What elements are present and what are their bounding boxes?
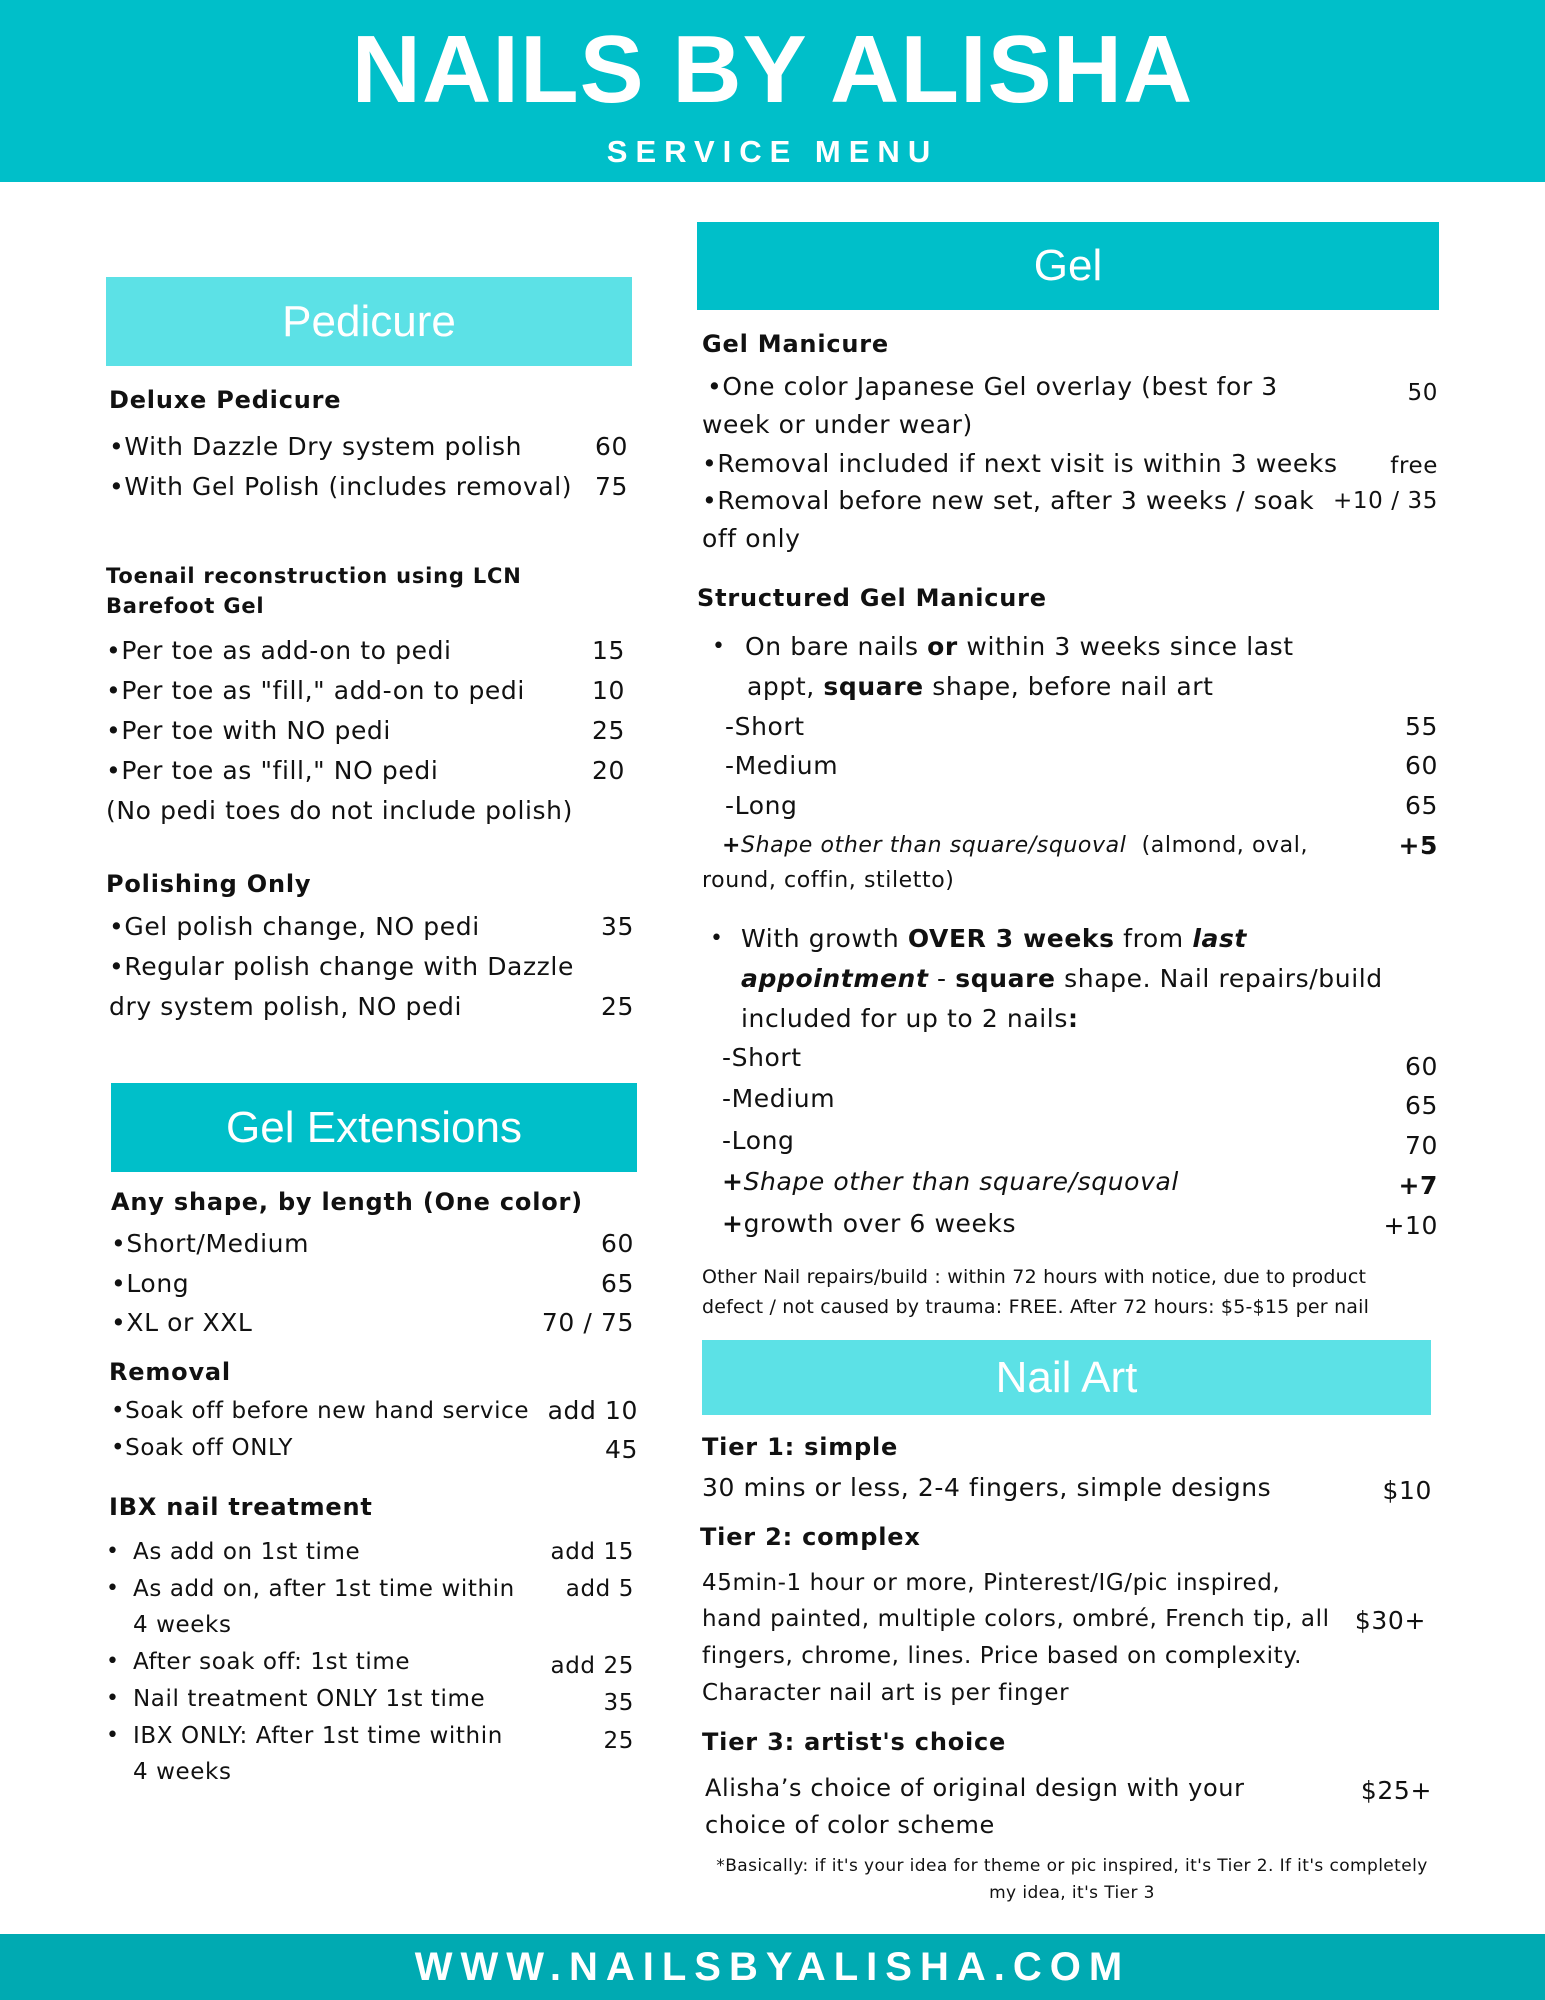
length-option: -Short <box>722 1043 802 1072</box>
length-option: -Long <box>725 791 798 820</box>
price: free <box>1390 453 1438 479</box>
repairs-note-line2: defect / not caused by trauma: FREE. After 72 hours: $5-$15 per nail <box>702 1296 1370 1318</box>
page-header <box>0 0 1545 182</box>
price: $25+ <box>1360 1776 1432 1805</box>
tier2-heading: Tier 2: complex <box>700 1523 921 1551</box>
bullet-icon: • <box>710 926 723 951</box>
length-option: -Medium <box>725 751 839 780</box>
shape-addon: +Shape other than square/squoval <box>722 1167 1179 1196</box>
list-item: As add on, after 1st time within <box>133 1576 515 1602</box>
price: 60 <box>600 1229 634 1258</box>
tier2-desc: Character nail art is per finger <box>702 1680 1070 1706</box>
tier3-desc: Alisha’s choice of original design with your <box>705 1774 1245 1802</box>
price: $10 <box>1382 1476 1432 1505</box>
list-item: •With Gel Polish (includes removal) <box>109 472 573 501</box>
page-title: NAILS BY ALISHA <box>351 16 1194 123</box>
price: 15 <box>591 636 625 665</box>
bullet-icon: • <box>712 634 725 659</box>
page-subtitle: SERVICE MENU <box>606 134 939 169</box>
repairs-note: Other Nail repairs/build : within 72 hours with notice, due to product <box>702 1266 1367 1288</box>
list-item: •Soak off before new hand service <box>111 1398 530 1424</box>
price: 25 <box>591 716 625 745</box>
price: 45 <box>604 1435 638 1464</box>
price: add 10 <box>547 1396 638 1425</box>
price: add 25 <box>550 1653 634 1679</box>
structured-bullet2-line1: With growth OVER 3 weeks from last <box>741 924 1247 953</box>
list-item-continued: 4 weeks <box>133 1612 232 1638</box>
bullet-icon: • <box>106 1539 119 1564</box>
gel-banner: Gel <box>697 222 1439 310</box>
bullet-icon: • <box>106 1649 119 1674</box>
polishing-heading: Polishing Only <box>106 870 312 898</box>
list-item-continued: 4 weeks <box>133 1759 232 1785</box>
tier1-heading: Tier 1: simple <box>702 1433 899 1461</box>
list-item: •XL or XXL <box>111 1308 253 1337</box>
nail-art-footnote: *Basically: if it's your idea for theme or pic inspired, it's Tier 2. If it's completely <box>716 1856 1428 1876</box>
price: 75 <box>594 472 628 501</box>
list-item: •Per toe with NO pedi <box>106 716 391 745</box>
nail-art-banner: Nail Art <box>702 1340 1431 1415</box>
list-item-continued: off only <box>702 524 801 553</box>
extensions-heading: Any shape, by length (One color) <box>111 1188 583 1216</box>
list-item: •Removal before new set, after 3 weeks / soak <box>702 486 1315 515</box>
structured-bullet2-line3: included for up to 2 nails: <box>741 1004 1079 1033</box>
list-item-continued: week or under wear) <box>702 410 973 439</box>
price: +10 <box>1383 1211 1438 1240</box>
price: +10 / 35 <box>1333 488 1438 514</box>
list-item: IBX ONLY: After 1st time within <box>133 1723 503 1749</box>
ibx-heading: IBX nail treatment <box>109 1493 373 1521</box>
list-item: •Short/Medium <box>111 1229 310 1258</box>
tier3-desc: choice of color scheme <box>705 1811 995 1839</box>
removal-heading: Removal <box>109 1358 231 1386</box>
bullet-icon: • <box>106 1686 119 1711</box>
list-item: •Per toe as add-on to pedi <box>106 636 452 665</box>
growth-addon: +growth over 6 weeks <box>722 1209 1017 1238</box>
price: 25 <box>600 992 634 1021</box>
list-item-continued: dry system polish, NO pedi <box>109 992 463 1021</box>
price: $30+ <box>1354 1606 1426 1635</box>
price: 60 <box>1404 751 1438 780</box>
price: +7 <box>1398 1171 1438 1200</box>
list-item: After soak off: 1st time <box>133 1649 411 1675</box>
length-option: -Medium <box>722 1084 836 1113</box>
gel-manicure-heading: Gel Manicure <box>702 330 889 358</box>
bullet-icon: • <box>106 1723 119 1748</box>
length-option: -Short <box>725 712 805 741</box>
price: 20 <box>591 756 625 785</box>
tier2-desc: hand painted, multiple colors, ombré, French tip, all <box>702 1606 1330 1632</box>
list-item: •Per toe as "fill," NO pedi <box>106 756 439 785</box>
price: 65 <box>1404 1091 1438 1120</box>
deluxe-pedicure-heading: Deluxe Pedicure <box>109 386 342 414</box>
price: 35 <box>603 1690 634 1716</box>
tier3-heading: Tier 3: artist's choice <box>702 1728 1007 1756</box>
price: 55 <box>1404 712 1438 741</box>
shape-addon-continued: round, coffin, stiletto) <box>702 868 955 893</box>
price: 25 <box>603 1728 634 1754</box>
list-item: •Gel polish change, NO pedi <box>109 912 480 941</box>
shape-addon: +Shape other than square/squoval (almond, oval, <box>722 833 1309 858</box>
structured-heading: Structured Gel Manicure <box>697 584 1047 612</box>
bullet-icon: • <box>106 1576 119 1601</box>
price: 10 <box>591 676 625 705</box>
price: 50 <box>1407 380 1438 406</box>
structured-bullet2-line2: appointment - square shape. Nail repairs/build <box>741 964 1383 993</box>
list-item: As add on 1st time <box>133 1539 361 1565</box>
list-item: •Soak off ONLY <box>111 1435 294 1461</box>
list-item: •Long <box>111 1269 190 1298</box>
nail-art-footnote-line2: my idea, it's Tier 3 <box>989 1883 1155 1903</box>
toenail-heading: Toenail reconstruction using LCN <box>106 564 522 588</box>
pedicure-banner: Pedicure <box>106 277 632 366</box>
tier2-desc: fingers, chrome, lines. Price based on complexity. <box>702 1643 1303 1669</box>
tier1-desc: 30 mins or less, 2-4 fingers, simple designs <box>702 1473 1272 1502</box>
website-link[interactable]: WWW.NAILSBYALISHA.COM <box>0 1934 1545 2000</box>
price: 35 <box>600 912 634 941</box>
list-item: Nail treatment ONLY 1st time <box>133 1686 486 1712</box>
price: 60 <box>1404 1052 1438 1081</box>
price: add 5 <box>565 1576 634 1602</box>
price: +5 <box>1398 831 1438 860</box>
tier2-desc: 45min-1 hour or more, Pinterest/IG/pic inspired, <box>702 1570 1281 1596</box>
gel-extensions-banner: Gel Extensions <box>111 1083 637 1172</box>
length-option: -Long <box>722 1126 795 1155</box>
price: 70 <box>1404 1131 1438 1160</box>
toenail-heading-line2: Barefoot Gel <box>106 594 265 618</box>
list-item: •Regular polish change with Dazzle <box>109 952 574 981</box>
list-item: •One color Japanese Gel overlay (best for 3 <box>707 372 1278 401</box>
price: 65 <box>600 1269 634 1298</box>
price: add 15 <box>550 1539 634 1565</box>
list-item: •With Dazzle Dry system polish <box>109 432 523 461</box>
price: 70 / 75 <box>541 1308 634 1337</box>
toenail-note: (No pedi toes do not include polish) <box>106 796 573 825</box>
structured-bullet1-line1: On bare nails or within 3 weeks since last <box>745 632 1294 661</box>
price: 65 <box>1404 791 1438 820</box>
structured-bullet1-line2: appt, square shape, before nail art <box>747 672 1214 701</box>
price: 60 <box>594 432 628 461</box>
list-item: •Per toe as "fill," add-on to pedi <box>106 676 525 705</box>
list-item: •Removal included if next visit is within 3 weeks <box>702 449 1338 478</box>
